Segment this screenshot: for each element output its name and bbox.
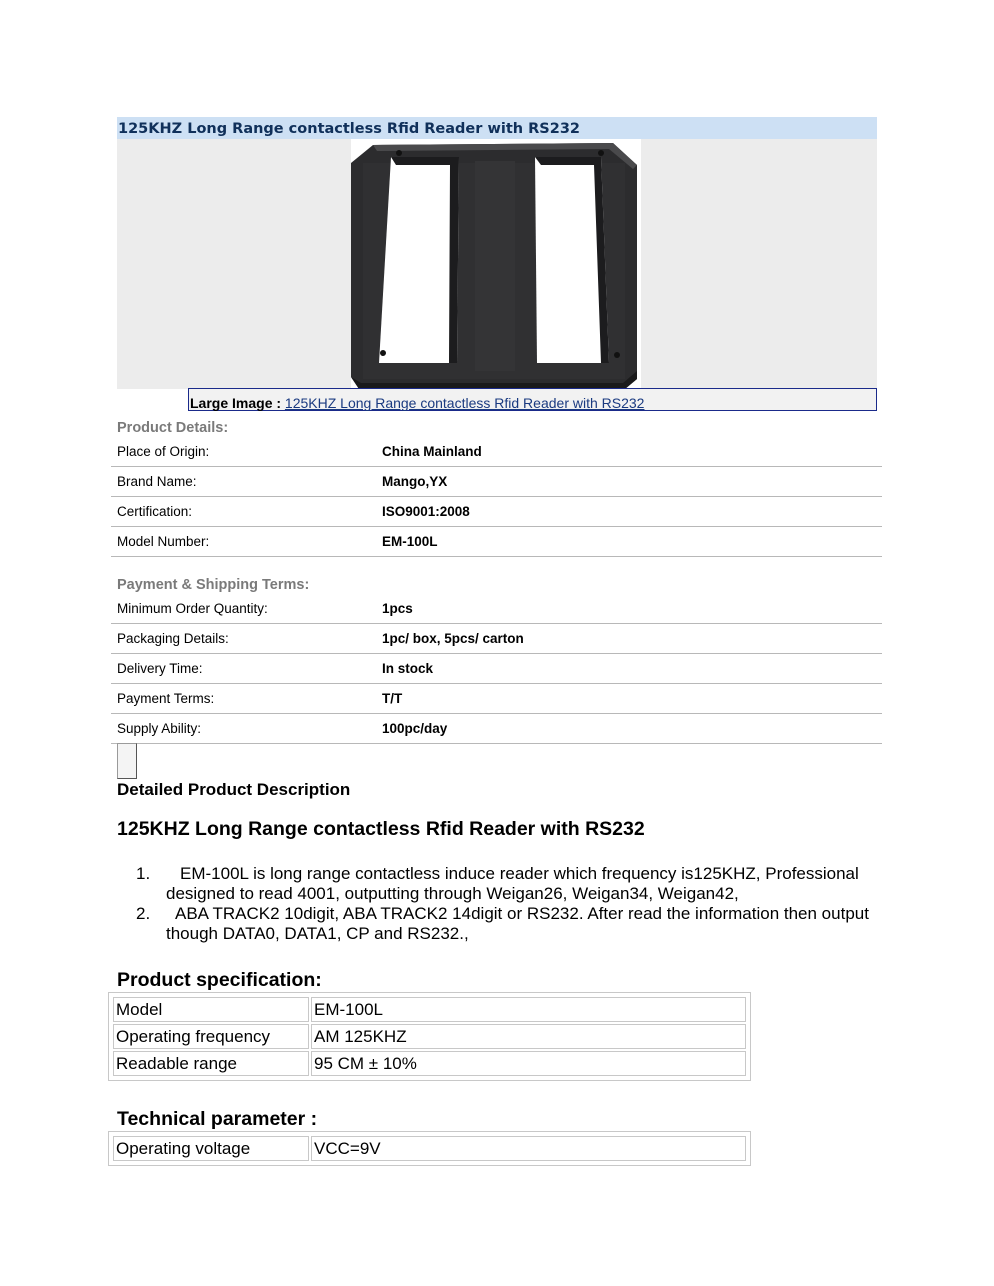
technical-parameter-heading: Technical parameter :: [117, 1108, 318, 1130]
large-image-link-box: [188, 388, 877, 411]
table-row: [111, 654, 882, 684]
list-item: [117, 904, 887, 944]
spec-key: Operating voltage: [113, 1136, 309, 1161]
spec-value: AM 125KHZ: [311, 1024, 746, 1049]
spec-key: Readable range: [113, 1051, 309, 1076]
spec-value: 95 CM ± 10%: [311, 1051, 746, 1076]
large-image-label: Large Image :: [190, 395, 282, 411]
row-key: Certification:: [117, 504, 193, 519]
row-key: Minimum Order Quantity:: [117, 601, 268, 616]
table-row: [111, 467, 882, 497]
row-value: ISO9001:2008: [382, 504, 470, 519]
list-text: ABA TRACK2 10digit, ABA TRACK2 14digit or RS232. After read the information then output though DATA0, DATA1, CP and RS232.,: [166, 904, 869, 943]
payment-terms-table: [111, 594, 882, 744]
table-row: [111, 684, 882, 714]
table-row: [111, 594, 882, 624]
product-details-heading: Product Details:: [117, 420, 229, 436]
product-details-table: [111, 437, 882, 557]
table-row: [113, 1136, 746, 1161]
list-text: EM-100L is long range contactless induce reader which frequency is125KHZ, Professional designed to read 4001, outputting through Weigan26, Weigan34, Weigan42,: [166, 864, 859, 903]
table-row: [111, 497, 882, 527]
table-row: [111, 437, 882, 467]
row-key: Model Number:: [117, 534, 210, 549]
spec-value: VCC=9V: [311, 1136, 746, 1161]
table-row: [113, 1051, 746, 1076]
list-number: 1.: [136, 864, 151, 883]
row-value: 100pc/day: [382, 721, 448, 736]
technical-parameter-table: [108, 1131, 751, 1166]
row-value: China Mainland: [382, 444, 482, 459]
row-value: 1pc/ box, 5pcs/ carton: [382, 631, 524, 646]
row-value: T/T: [382, 691, 403, 706]
product-spec-heading: Product specification:: [117, 969, 322, 991]
payment-terms-heading: Payment & Shipping Terms:: [117, 577, 310, 593]
row-value: Mango,YX: [382, 474, 448, 489]
table-row: [111, 624, 882, 654]
spec-key: Operating frequency: [113, 1024, 309, 1049]
row-key: Supply Ability:: [117, 721, 202, 736]
table-row: [113, 997, 746, 1022]
list-item: [117, 864, 887, 904]
row-value: In stock: [382, 661, 434, 676]
product-spec-table: [108, 992, 751, 1081]
blank-button[interactable]: [117, 743, 137, 779]
product-image-area: [117, 139, 877, 389]
description-list: [117, 864, 887, 944]
row-key: Delivery Time:: [117, 661, 203, 676]
row-value: EM-100L: [382, 534, 438, 549]
detailed-description-heading: Detailed Product Description: [117, 780, 351, 799]
table-row: [113, 1024, 746, 1049]
large-image-link[interactable]: 125KHZ Long Range contactless Rfid Reader with RS232: [284, 395, 645, 411]
product-photo[interactable]: [351, 139, 641, 389]
spec-value: EM-100L: [311, 997, 746, 1022]
product-title: 125KHZ Long Range contactless Rfid Reader with RS232: [117, 117, 877, 139]
description-title: 125KHZ Long Range contactless Rfid Reader with RS232: [117, 818, 645, 840]
row-key: Payment Terms:: [117, 691, 215, 706]
row-value: 1pcs: [382, 601, 413, 616]
list-number: 2.: [136, 904, 151, 923]
table-row: [111, 527, 882, 557]
row-key: Packaging Details:: [117, 631, 229, 646]
table-row: [111, 714, 882, 744]
row-key: Place of Origin:: [117, 444, 210, 459]
spec-key: Model: [113, 997, 309, 1022]
row-key: Brand Name:: [117, 474, 197, 489]
